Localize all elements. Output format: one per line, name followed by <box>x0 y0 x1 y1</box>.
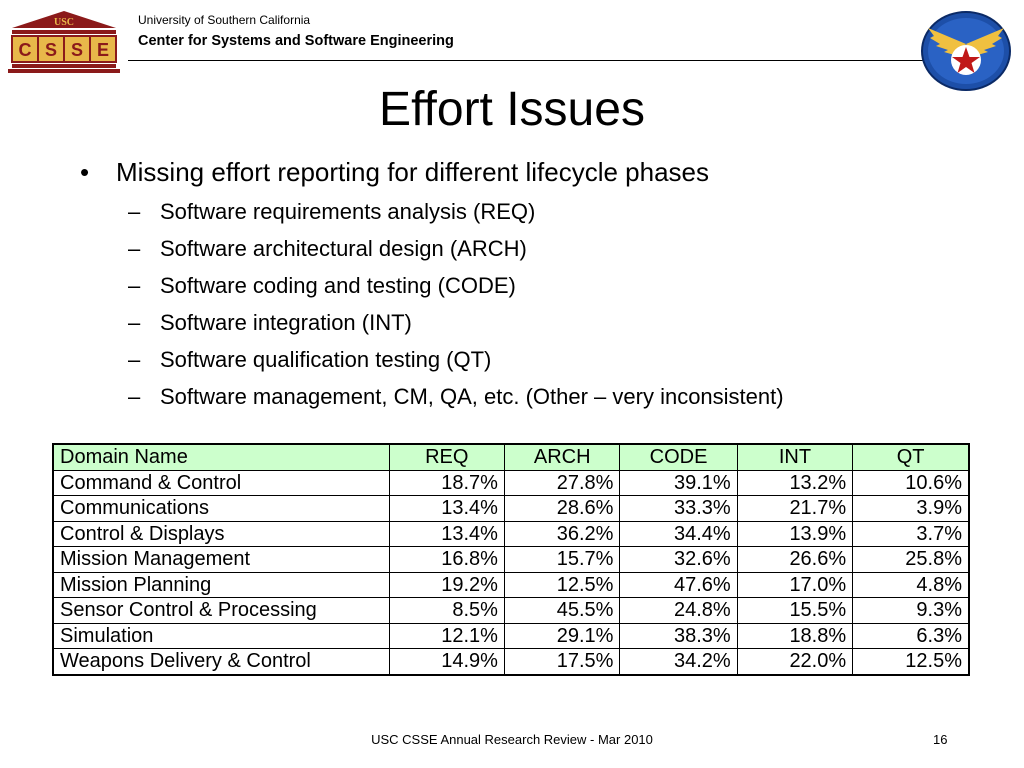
percent-cell: 8.5% <box>389 598 504 624</box>
table-row <box>53 649 969 675</box>
table-row <box>53 547 969 573</box>
table-row <box>53 623 969 649</box>
usc-logo-text: USC <box>53 17 75 28</box>
effort-table <box>52 443 970 676</box>
sub-bullet: – Software qualification testing (QT) <box>128 347 492 372</box>
percent-cell: 18.8% <box>737 623 852 649</box>
sub-bullet: – Software architectural design (ARCH) <box>128 236 527 261</box>
bullet-list <box>80 156 980 420</box>
percent-cell: 12.5% <box>504 572 619 598</box>
percent-cell: 39.1% <box>620 470 737 496</box>
percent-cell: 10.6% <box>853 470 969 496</box>
header-cell: INT <box>737 444 852 470</box>
percent-cell: 3.7% <box>853 521 969 547</box>
table-row <box>53 496 969 522</box>
page-number: 16 <box>933 732 948 747</box>
percent-cell: 38.3% <box>620 623 737 649</box>
main-bullet-text: Missing effort reporting for different lifecycle phases <box>116 157 709 187</box>
sub-bullet: – Software requirements analysis (REQ) <box>128 199 536 224</box>
sub-bullet-text: Software coding and testing (CODE) <box>160 273 516 298</box>
percent-cell: 15.7% <box>504 547 619 573</box>
table-row <box>53 598 969 624</box>
percent-cell: 33.3% <box>620 496 737 522</box>
header-cell: CODE <box>620 444 737 470</box>
csse-letter: E <box>96 40 110 60</box>
percent-cell: 3.9% <box>853 496 969 522</box>
org-university: University of Southern California <box>138 13 311 27</box>
percent-cell: 34.2% <box>620 649 737 675</box>
header-divider <box>128 60 928 61</box>
percent-cell: 29.1% <box>504 623 619 649</box>
sub-bullet-text: Software requirements analysis (REQ) <box>160 199 536 224</box>
percent-cell: 13.9% <box>737 521 852 547</box>
percent-cell: 17.5% <box>504 649 619 675</box>
percent-cell: 34.4% <box>620 521 737 547</box>
domain-name-cell: Control & Displays <box>53 521 389 547</box>
main-bullet <box>80 156 980 192</box>
domain-name-cell: Command & Control <box>53 470 389 496</box>
percent-cell: 25.8% <box>853 547 969 573</box>
percent-cell: 27.8% <box>504 470 619 496</box>
percent-cell: 21.7% <box>737 496 852 522</box>
domain-name-cell: Mission Planning <box>53 572 389 598</box>
percent-cell: 28.6% <box>504 496 619 522</box>
table-row <box>53 470 969 496</box>
header-cell: QT <box>853 444 969 470</box>
percent-cell: 17.0% <box>737 572 852 598</box>
org-center: Center for Systems and Software Engineering <box>138 33 454 49</box>
percent-cell: 19.2% <box>389 572 504 598</box>
percent-cell: 9.3% <box>853 598 969 624</box>
percent-cell: 13.2% <box>737 470 852 496</box>
footer-text: USC CSSE Annual Research Review - Mar 2010 <box>371 732 653 747</box>
percent-cell: 13.4% <box>389 521 504 547</box>
csse-letter: S <box>70 40 84 60</box>
domain-name-cell: Mission Management <box>53 547 389 573</box>
sub-bullet: – Software integration (INT) <box>128 310 412 335</box>
percent-cell: 22.0% <box>737 649 852 675</box>
header-cell: REQ <box>389 444 504 470</box>
usc-csse-logo <box>8 10 120 74</box>
percent-cell: 32.6% <box>620 547 737 573</box>
percent-cell: 18.7% <box>389 470 504 496</box>
percent-cell: 16.8% <box>389 547 504 573</box>
air-force-logo <box>920 10 1012 92</box>
percent-cell: 14.9% <box>389 649 504 675</box>
domain-name-cell: Simulation <box>53 623 389 649</box>
percent-cell: 15.5% <box>737 598 852 624</box>
sub-bullet-text: Software management, CM, QA, etc. (Other – very inconsistent) <box>160 384 784 409</box>
sub-bullet-text: Software architectural design (ARCH) <box>160 236 527 261</box>
sub-bullet-list <box>128 198 980 420</box>
domain-name-cell: Sensor Control & Processing <box>53 598 389 624</box>
header-cell: ARCH <box>504 444 619 470</box>
table-row <box>53 521 969 547</box>
percent-cell: 12.1% <box>389 623 504 649</box>
sub-bullet: – Software coding and testing (CODE) <box>128 273 516 298</box>
csse-letter: C <box>18 40 32 60</box>
table-body <box>53 470 969 675</box>
percent-cell: 12.5% <box>853 649 969 675</box>
header-cell: Domain Name <box>53 444 389 470</box>
percent-cell: 45.5% <box>504 598 619 624</box>
percent-cell: 6.3% <box>853 623 969 649</box>
percent-cell: 24.8% <box>620 598 737 624</box>
slide-title: Effort Issues <box>379 83 645 136</box>
percent-cell: 4.8% <box>853 572 969 598</box>
percent-cell: 13.4% <box>389 496 504 522</box>
sub-bullet: – Software management, CM, QA, etc. (Other – very inconsistent) <box>128 384 784 409</box>
csse-letter: S <box>44 40 58 60</box>
percent-cell: 47.6% <box>620 572 737 598</box>
domain-name-cell: Weapons Delivery & Control <box>53 649 389 675</box>
table-row <box>53 572 969 598</box>
domain-name-cell: Communications <box>53 496 389 522</box>
percent-cell: 36.2% <box>504 521 619 547</box>
sub-bullet-text: Software qualification testing (QT) <box>160 347 492 372</box>
table-header-row <box>53 444 969 470</box>
sub-bullet-text: Software integration (INT) <box>160 310 412 335</box>
percent-cell: 26.6% <box>737 547 852 573</box>
bullet-dot: • <box>80 157 90 187</box>
